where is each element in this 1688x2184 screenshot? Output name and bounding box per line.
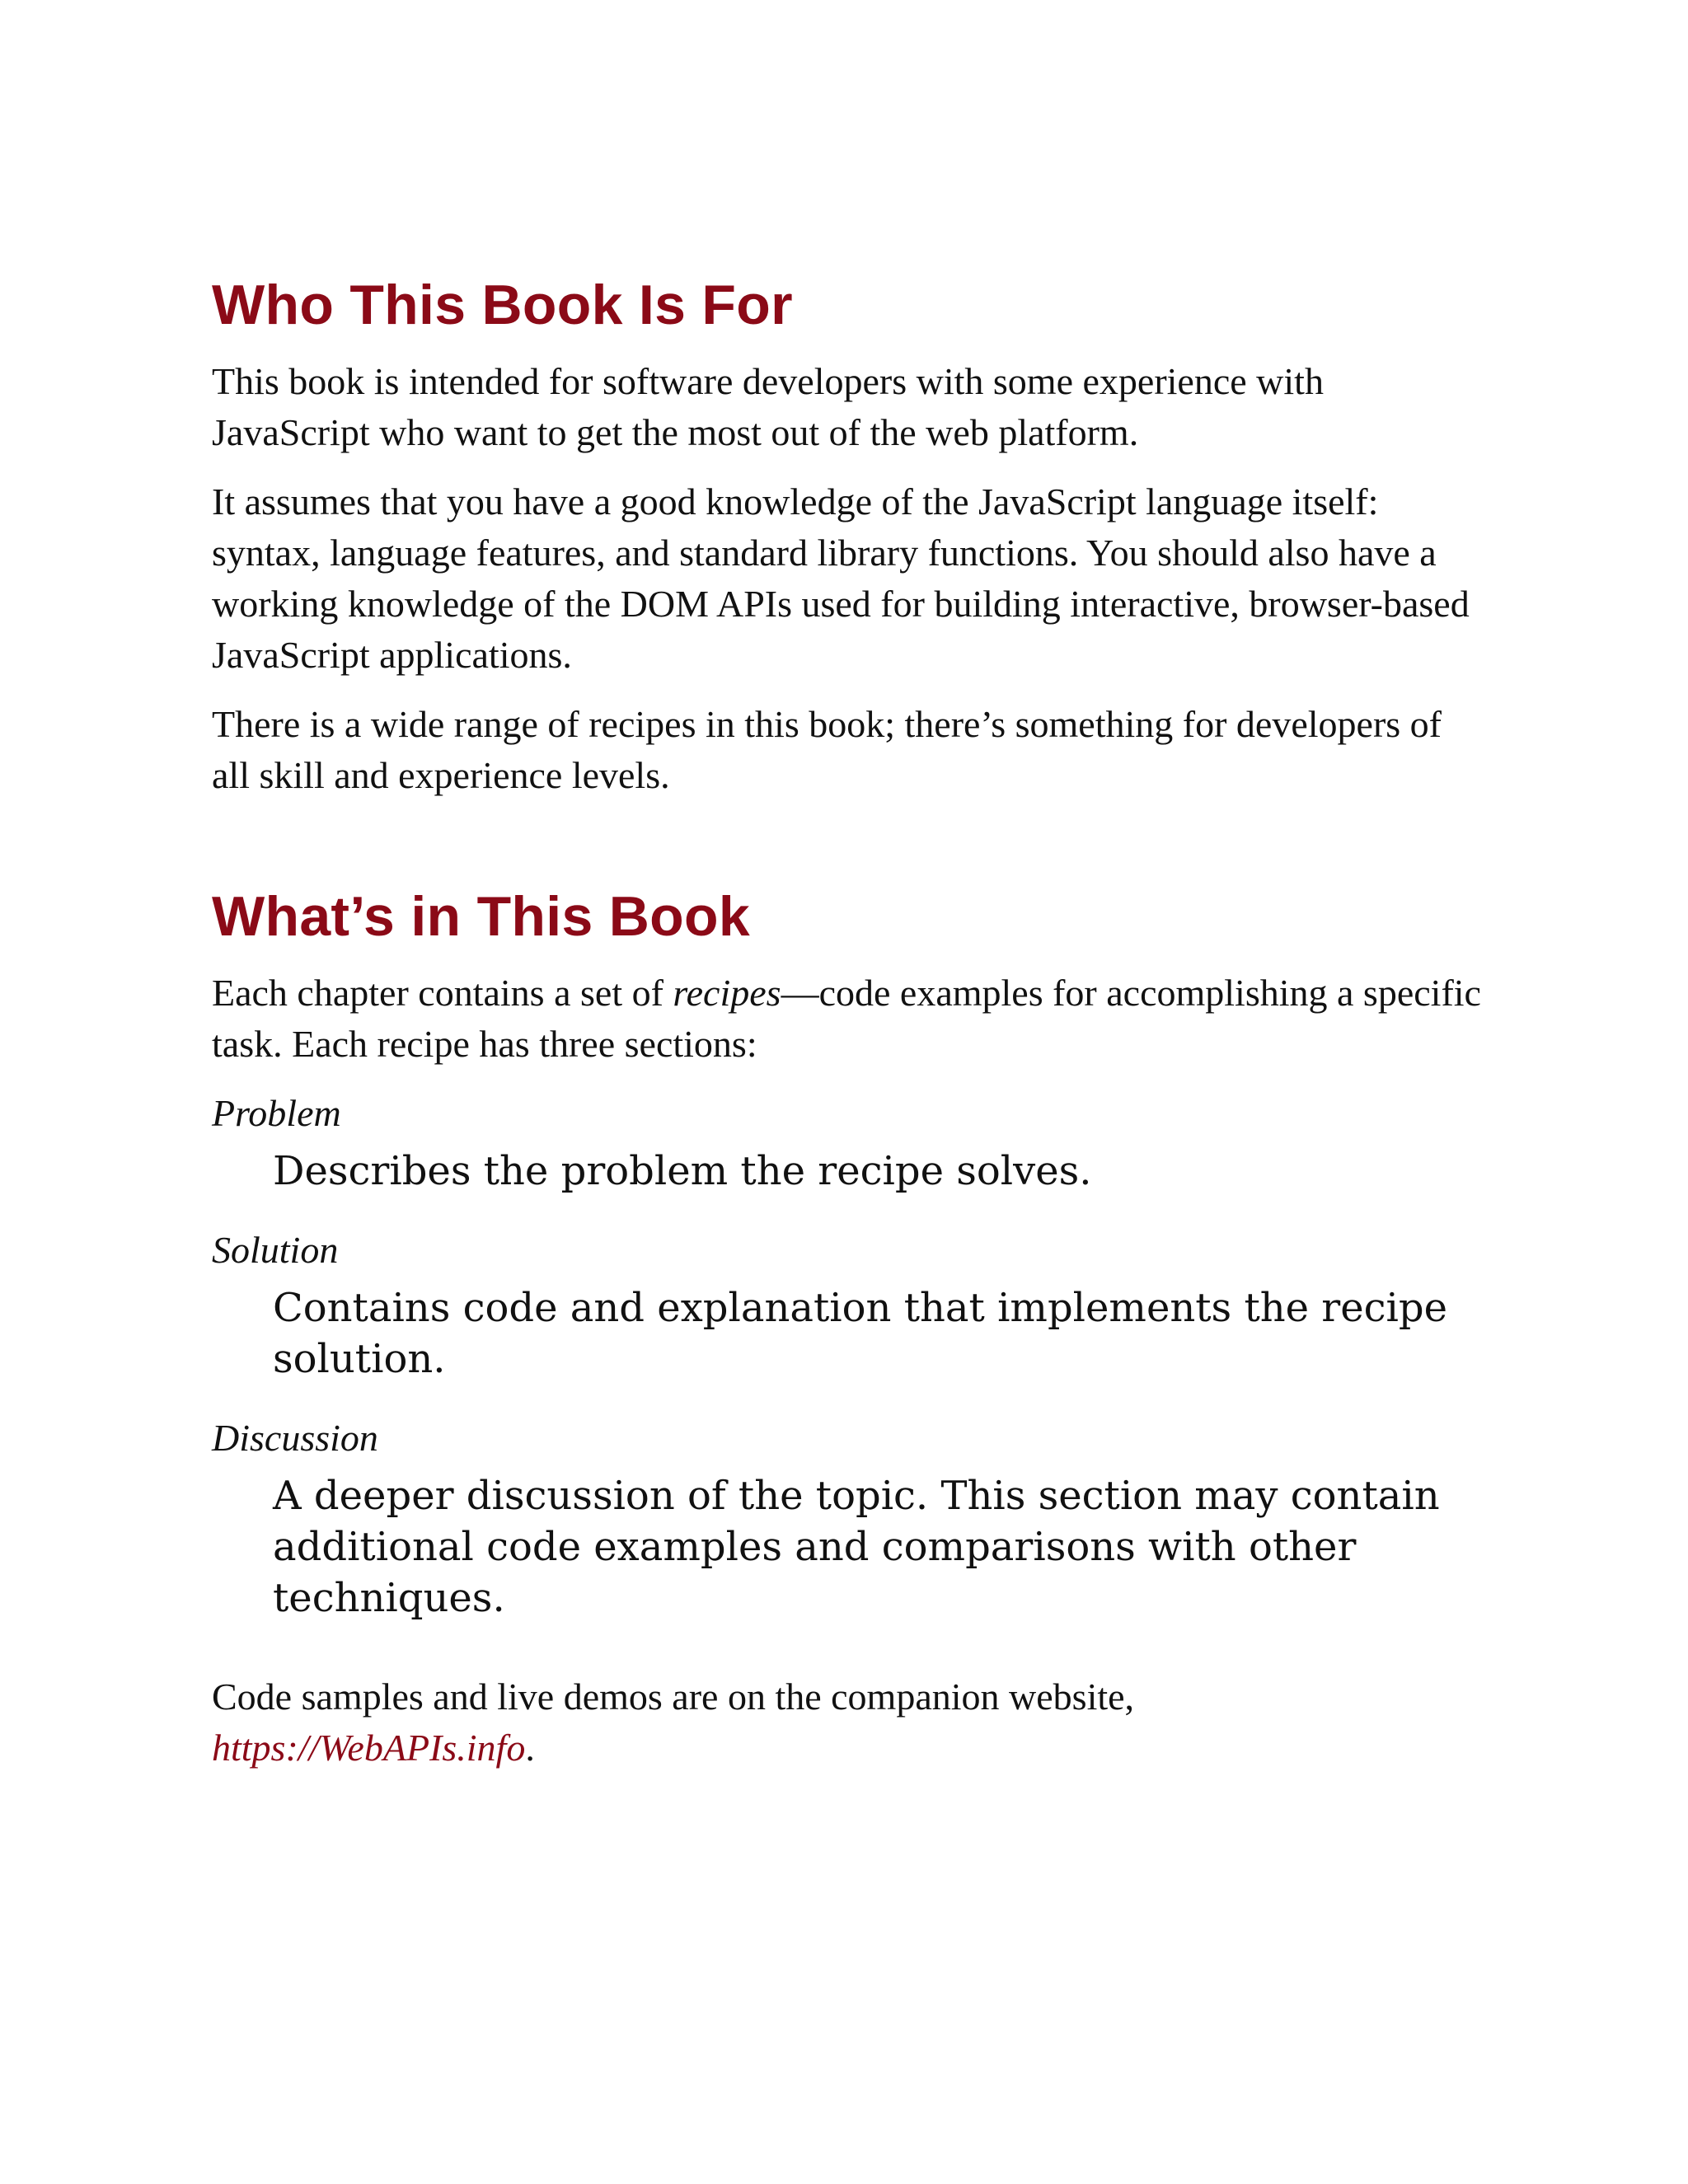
term-solution: Solution bbox=[212, 1229, 339, 1271]
section-heading-who: Who This Book Is For bbox=[212, 274, 793, 336]
section-who-this-book-is-for bbox=[212, 272, 1481, 801]
definition-problem: Describes the problem the recipe solves. bbox=[273, 1148, 1092, 1194]
paragraph-intended-audience: This book is intended for software developers with some experience with JavaScript who want to get the most out of the web platform. bbox=[212, 360, 1324, 453]
section-heading-whats: What’s in This Book bbox=[212, 885, 750, 948]
section-whats-in-this-book bbox=[212, 883, 1481, 1774]
paragraph-skill-levels: There is a wide range of recipes in this book; there’s something for developers of all skill and experience levels. bbox=[212, 703, 1442, 796]
intro-emphasis-recipes: recipes bbox=[673, 972, 781, 1014]
closing-text: Code samples and live demos are on the companion website, bbox=[212, 1675, 1135, 1718]
paragraph-assumptions: It assumes that you have a good knowledge of the JavaScript language itself: syntax, language features, and standard library functions. You should also have a working knowledge of the DOM APIs used for building interactive, browser-based JavaScript applications. bbox=[212, 480, 1470, 676]
companion-website-link[interactable]: https://WebAPIs.info bbox=[212, 1727, 526, 1769]
definition-discussion: A deeper discussion of the topic. This section may contain additional code examples and comparisons with other techniques. bbox=[273, 1473, 1440, 1621]
page-content bbox=[212, 272, 1481, 1792]
paragraph-companion-website bbox=[212, 1671, 1481, 1774]
term-problem: Problem bbox=[212, 1092, 341, 1134]
paragraph-recipes-intro bbox=[212, 968, 1481, 1070]
intro-text-after: —code examples for accomplishing a specific task. Each recipe has three sections: bbox=[212, 972, 1481, 1065]
definition-solution: Contains code and explanation that implements the recipe solution. bbox=[273, 1285, 1448, 1382]
term-discussion: Discussion bbox=[212, 1417, 378, 1459]
closing-period: . bbox=[525, 1727, 535, 1769]
intro-text-before: Each chapter contains a set of bbox=[212, 972, 673, 1014]
recipe-sections-list bbox=[212, 1088, 1481, 1624]
